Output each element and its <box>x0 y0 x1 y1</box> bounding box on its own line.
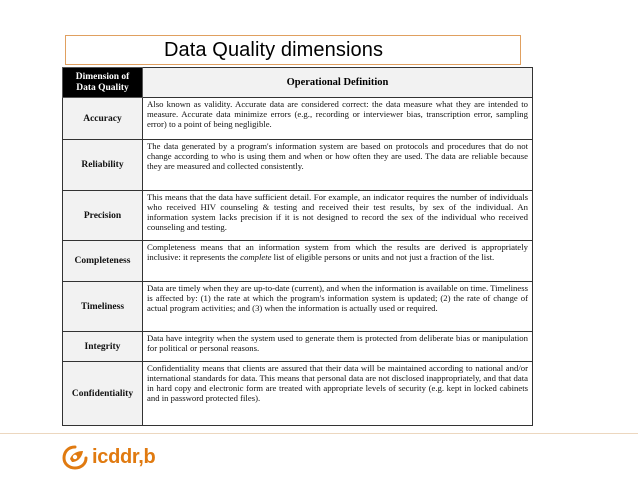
table-header-row <box>63 68 533 98</box>
definition-cell: The data generated by a program's information system are based on protocols and procedures that do not change according to who is using them and when or how often they are used. The data are reliable because they are measured and collected consistently. <box>143 140 533 191</box>
slide-title-box <box>65 35 521 65</box>
definition-cell: This means that the data have sufficient detail. For example, an indicator requires the number of individuals who received HIV counseling & testing and received their test results, by sex of the individual. An information system lacks precision if it is not designed to record the sex of the individual who received counseling and testing. <box>143 191 533 241</box>
definition-cell: Confidentiality means that clients are assured that their data will be maintained according to national and/or international standards for data. This means that personal data are not disclosed inappropriately, and that data in hard copy and electronic form are treated with appropriate levels of security (e.g. kept in locked cabinets and in password protected files). <box>143 362 533 426</box>
dimension-cell: Confidentiality <box>63 362 143 426</box>
table-row <box>63 140 533 191</box>
definition-cell <box>143 241 533 282</box>
definition-text: Completeness means that an information system from which the results are derived is appropriately inclusive: it represents the <box>147 242 528 262</box>
table-row <box>63 282 533 332</box>
table-row <box>63 191 533 241</box>
leaf-emblem-icon <box>62 444 88 470</box>
dimension-cell: Reliability <box>63 140 143 191</box>
footer-divider <box>0 433 638 434</box>
definition-cell: Data are timely when they are up-to-date (current), and when the information is available on time. Timeliness is affected by: (1) the rate at which the program's information system is updated; (2) the rate of change of actual program activities; and (3) when the information is actually used or required. <box>143 282 533 332</box>
dimension-cell: Integrity <box>63 332 143 362</box>
dimension-cell: Accuracy <box>63 98 143 140</box>
logo-text: icddr,b <box>92 445 156 468</box>
data-quality-table <box>62 67 533 426</box>
dimension-cell: Completeness <box>63 241 143 282</box>
table-row <box>63 332 533 362</box>
header-definition: Operational Definition <box>143 68 533 98</box>
icddrb-logo <box>62 442 155 472</box>
definition-cell: Data have integrity when the system used to generate them is protected from deliberate bias or manipulation for political or personal reasons. <box>143 332 533 362</box>
header-dimension: Dimension of Data Quality <box>63 68 143 98</box>
slide-title: Data Quality dimensions <box>164 38 384 61</box>
dimension-cell: Precision <box>63 191 143 241</box>
dimension-cell: Timeliness <box>63 282 143 332</box>
definition-cell: Also known as validity. Accurate data are considered correct: the data measure what they are intended to measure. Accurate data minimize errors (e.g., recording or interviewer bias, transcription error, sampling error) to a point of being negligible. <box>143 98 533 140</box>
definition-text: list of eligible persons or units and not just a fraction of the list. <box>271 252 495 262</box>
definition-emphasis: complete <box>240 252 272 262</box>
table-row <box>63 362 533 426</box>
table-row <box>63 98 533 140</box>
table-row <box>63 241 533 282</box>
